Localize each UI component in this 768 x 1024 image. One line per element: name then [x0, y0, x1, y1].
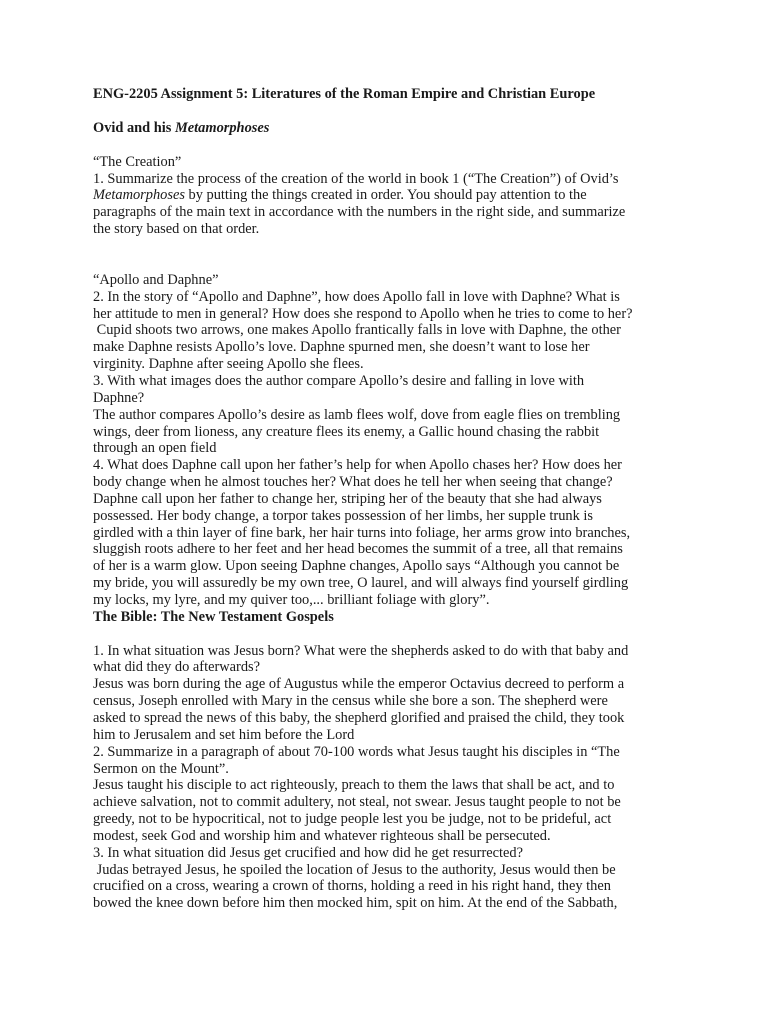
text-line: bowed the knee down before him then mocked him, spit on him. At the end of the Sabbath, — [93, 895, 618, 912]
text-line: 1. In what situation was Jesus born? What were the shepherds asked to do with that baby and — [93, 642, 629, 659]
text-line: sluggish roots adhere to her feet and her head becomes the summit of a tree, all that remains — [93, 541, 623, 558]
text-line: of her is a warm glow. Upon seeing Daphne changes, Apollo says “Although you cannot be — [93, 558, 620, 575]
text-line: Jesus taught his disciple to act righteously, preach to them the laws that shall be act, and to — [93, 777, 615, 794]
text-line: modest, seek God and worship him and whatever righteous shall be persecuted. — [93, 827, 551, 844]
spacer — [93, 238, 683, 272]
text-line: 3. In what situation did Jesus get crucified and how did he get resurrected? — [93, 844, 523, 861]
apollo-daphne-text — [93, 289, 683, 609]
text-line: Cupid shoots two arrows, one makes Apollo frantically falls in love with Daphne, the other — [93, 322, 621, 339]
text-line: The author compares Apollo’s desire as lamb flees wolf, dove from eagle flies on trembling — [93, 406, 621, 423]
question-1-line-d: the story based on that order. — [93, 221, 260, 238]
text-line: Jesus was born during the age of Augustus while the emperor Octavius decreed to perform a — [93, 676, 625, 693]
part-label-creation: “The Creation” — [93, 153, 182, 170]
document-page — [93, 86, 683, 912]
text-line: my bride, you will assuredly be my own tree, O laurel, and will always find yourself girdling — [93, 575, 629, 592]
text-line: greedy, not to be hypocritical, not to judge people lest you be judge, not to be prideful, act — [93, 811, 612, 828]
text-line: Judas betrayed Jesus, he spoiled the location of Jesus to the authority, Jesus would then be — [93, 861, 616, 878]
question-1-italic: Metamorphoses — [93, 187, 185, 204]
section-heading-bible: The Bible: The New Testament Gospels — [93, 608, 334, 625]
text-line: virginity. Daphne after seeing Apollo she flees. — [93, 356, 364, 373]
text-line: census, Joseph enrolled with Mary in the census while she bore a son. The shepherd were — [93, 693, 608, 710]
text-line: achieve salvation, not to commit adultery, not steal, not swear. Jesus taught people to not be — [93, 794, 621, 811]
text-line: body change when he almost touches her? What does he tell her when seeing that change? — [93, 474, 613, 491]
question-1-line-a: 1. Summarize the process of the creation of the world in book 1 (“The Creation”) of Ovid’s — [93, 170, 619, 187]
text-line: him to Jerusalem and set him before the Lord — [93, 726, 355, 743]
heading-italic: Metamorphoses — [175, 119, 270, 136]
text-line: through an open field — [93, 440, 217, 457]
section-heading-ovid — [93, 120, 683, 137]
text-line: Sermon on the Mount”. — [93, 760, 229, 777]
text-line: girdled with a thin layer of fine bark, her hair turns into foliage, her arms grow into branches, — [93, 524, 631, 541]
question-1-line-c: paragraphs of the main text in accordance with the numbers in the right side, and summarize — [93, 204, 626, 221]
bible-text — [93, 643, 683, 913]
text-line: 4. What does Daphne call upon her father’s help for when Apollo chases her? How does her — [93, 457, 622, 474]
text-line: Daphne? — [93, 389, 145, 406]
text-line: my locks, my lyre, and my quiver too,... brilliant foliage with glory”. — [93, 591, 490, 608]
part-label-apollo: “Apollo and Daphne” — [93, 271, 219, 288]
text-line: possessed. Her body change, a torpor takes possession of her limbs, her supple trunk is — [93, 507, 593, 524]
text-line: 3. With what images does the author compare Apollo’s desire and falling in love with — [93, 372, 585, 389]
text-line: crucified on a cross, wearing a crown of thorns, holding a reed in his right hand, they then — [93, 878, 611, 895]
text-line: make Daphne resists Apollo’s love. Daphne spurned men, she doesn’t want to lose her — [93, 339, 590, 356]
text-line: asked to spread the news of this baby, the shepherd glorified and praised the child, they took — [93, 710, 625, 726]
text-line: 2. Summarize in a paragraph of about 70-100 words what Jesus taught his disciples in “The — [93, 743, 620, 760]
spacer — [93, 626, 683, 643]
document-title: ENG-2205 Assignment 5: Literatures of the Roman Empire and Christian Europe — [93, 86, 596, 102]
text-line: wings, deer from lioness, any creature flees its enemy, a Gallic hound chasing the rabbit — [93, 423, 600, 440]
text-line: her attitude to men in general? How does she respond to Apollo when he tries to come to her? — [93, 305, 633, 322]
question-1-rest: by putting the things created in order. You should pay attention to the — [184, 187, 587, 204]
heading-prefix: Ovid and his — [93, 119, 175, 136]
text-line: 2. In the story of “Apollo and Daphne”, how does Apollo fall in love with Daphne? What is — [93, 288, 620, 305]
text-line: what did they do afterwards? — [93, 659, 261, 676]
text-line: Daphne call upon her father to change her, striping her of the beauty that she had always — [93, 490, 602, 507]
question-1-line-b — [93, 187, 683, 204]
